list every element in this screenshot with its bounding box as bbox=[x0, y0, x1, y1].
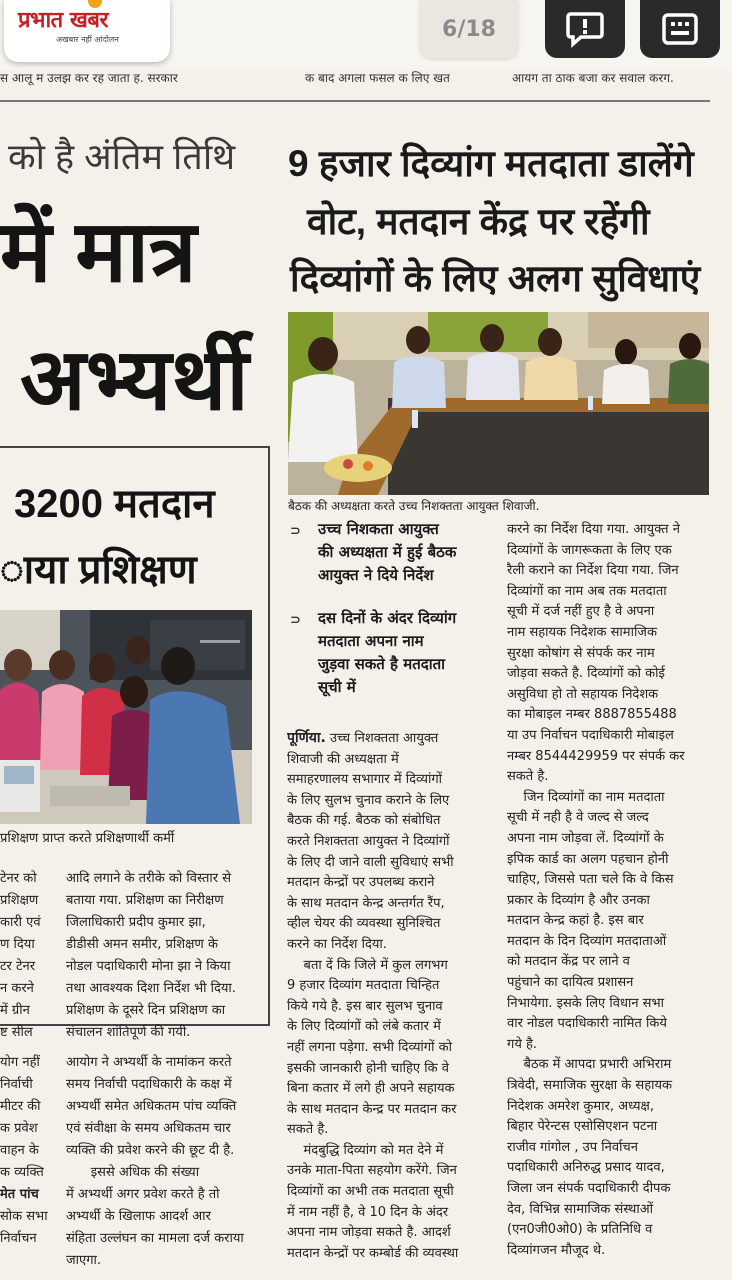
text-line: के लिए दी जाने वाली सुविधाएं सभी bbox=[287, 854, 454, 870]
bullet-marker-icon: ⊃ bbox=[290, 613, 301, 628]
left-article-headline: में मात्र bbox=[0, 204, 197, 300]
text-line: दस दिनों के अंदर दिव्यांग bbox=[318, 609, 457, 627]
text-line: नाम सहायक निदेशक सामाजिक bbox=[507, 624, 657, 640]
text-line: करने का निर्देश दिया गया. आयुक्त ने bbox=[507, 522, 680, 537]
main-headline: 9 हजार दिव्यांग मतदाता डालेंगे bbox=[288, 143, 694, 184]
text-line: उनके माता-पिता सहयोग करेंगे. जिन bbox=[287, 1163, 457, 1179]
text-line: इससे अधिक की संख्या bbox=[66, 1165, 200, 1180]
text-line: बैठक में आपदा प्रभारी अभिराम bbox=[507, 1057, 672, 1073]
text-line: क प्रवेश bbox=[0, 1121, 38, 1136]
left-article-headline-line-2: अभ्यर्थी bbox=[20, 332, 249, 428]
text-line: निदेशक अमरेश कुमार, अध्यक्ष, bbox=[507, 1098, 654, 1114]
text-line: की अध्यक्षता में हुई बैठक bbox=[318, 543, 457, 561]
text-line: जोड़वा सकते है. दिव्यांगों को कोई bbox=[507, 666, 665, 682]
text-line: अपना नाम जोड़वा लें. दिव्यांगों के bbox=[507, 830, 664, 846]
text-line: टर टेनर bbox=[0, 959, 36, 974]
text-line: उच्च निशक्तता आयुक्त bbox=[329, 731, 439, 746]
text-line: मतदान केन्द्रों पर कम्बोर्ड की व्यवस्था bbox=[287, 1245, 459, 1261]
text-line: बैठक की गई. बैठक को संबोधित bbox=[287, 813, 441, 829]
training-photo-caption: प्रशिक्षण प्राप्त करते प्रशिक्षणार्थी कर्मी bbox=[0, 831, 175, 846]
text-line: में नाम नहीं है, वे 10 दिन के अंदर bbox=[287, 1204, 449, 1220]
text-line: पदाधिकारी अनिरुद्ध प्रसाद यादव, bbox=[507, 1160, 665, 1176]
text-line: कारी एवं bbox=[0, 915, 41, 930]
text-line: जिलाधिकारी प्रदीप कुमार झा, bbox=[66, 915, 206, 930]
text-line: मीटर की bbox=[0, 1099, 41, 1114]
meeting-photo[interactable] bbox=[288, 312, 709, 495]
text-line: का मोबाइल नम्बर 8887855488 bbox=[507, 707, 677, 723]
text-line: जिला जन संपर्क पदाधिकारी दीपक bbox=[507, 1181, 671, 1196]
text-line: नहीं लगना पड़ेगा. सभी दिव्यांगों को bbox=[287, 1039, 452, 1055]
text-line: आदि लगाने के तरीके को विस्तार से bbox=[66, 871, 232, 886]
page-edge bbox=[732, 0, 741, 1280]
text-line: 9 हजार दिव्यांग मतदाता चिन्हित bbox=[287, 978, 440, 994]
training-body-col-b bbox=[66, 868, 262, 1044]
text-line: वार नोडल पदाधिकारी नामित किये bbox=[507, 1016, 667, 1032]
text-line: अभ्यर्थी के खिलाफ आदर्श आर bbox=[66, 1209, 211, 1224]
text-line: जिन दिव्यांगों का नाम मतदाता bbox=[507, 789, 665, 805]
text-line: समाहरणालय सभागार में दिव्यांगों bbox=[287, 772, 443, 788]
text-line: सूची में नही है वे जल्द से जल्द bbox=[507, 810, 649, 826]
report-button[interactable] bbox=[545, 0, 625, 58]
text-line: प्रशिक्षण के दूसरे दिन प्रशिक्षण का bbox=[66, 1003, 226, 1018]
text-line: इपिक कार्ड का अलग पहचान होनी bbox=[507, 851, 669, 867]
text-line: बिना कतार में लगे ही अपने सहायक bbox=[287, 1081, 455, 1097]
text-line: योग नहीं bbox=[0, 1055, 40, 1070]
gallery-button[interactable] bbox=[640, 0, 720, 58]
text-line: तथा आवश्यक दिशा निर्देश भी दिया. bbox=[66, 981, 236, 996]
report-icon bbox=[565, 10, 605, 48]
text-line: सोक सभा bbox=[0, 1209, 48, 1224]
text-line: को मतदान केंद्र पर लाने व bbox=[507, 954, 630, 970]
text-line: नोडल पदाधिकारी मोना झा ने किया bbox=[66, 959, 231, 974]
text-line: मतदान केन्द्र कहां है. इस बार bbox=[507, 913, 644, 929]
text-line: मंदबुद्धि दिव्यांग को मत देने में bbox=[287, 1142, 444, 1158]
text-line: निभायेगा. इसके लिए विधान सभा bbox=[507, 995, 664, 1011]
logo-tagline: अखबार नहीं आंदोलन bbox=[56, 35, 119, 44]
text-line: देव, विभिन्न सामाजिक संस्थाओं bbox=[507, 1201, 654, 1217]
text-line: असुविधा हो तो सहायक निदेशक bbox=[507, 686, 659, 702]
training-article-headline-line-2: ाया प्रशिक्षण bbox=[0, 548, 197, 592]
logo-name: प्रभात खबर bbox=[18, 8, 108, 33]
text-line: क व्यक्ति bbox=[0, 1165, 44, 1180]
text-line: अभ्यर्थी समेत अधिकतम पांच व्यक्ति bbox=[66, 1099, 237, 1114]
publication-logo[interactable] bbox=[4, 0, 170, 62]
text-line: व्यक्ति की प्रवेश करने की छूट दी है. bbox=[66, 1143, 235, 1158]
text-line: के साथ मतदान केन्द्र पर मतदान कर bbox=[287, 1101, 457, 1117]
training-article-headline: 3200 मतदान bbox=[14, 482, 215, 526]
text-line: मतदाता अपना नाम bbox=[318, 632, 424, 650]
text-line: निर्वाची bbox=[0, 1077, 33, 1092]
main-headline-line-3: दिव्यांगों के लिए अलग सुविधाएं bbox=[290, 258, 701, 299]
text-line: इसकी जानकारी होनी चाहिए कि वे bbox=[287, 1060, 449, 1076]
main-body-col-2 bbox=[507, 520, 711, 1261]
text-line: व्हील चेयर की व्यवस्था सुनिश्चित bbox=[287, 916, 441, 932]
text-line: के लिए दिव्यांगों को लंबे कतार में bbox=[287, 1019, 441, 1035]
teaser-text-c: आयग ता ठाक बजा कर सवाल करग. bbox=[512, 71, 674, 85]
text-line: पहुंचाने का दायित्व प्रशासन bbox=[507, 975, 634, 991]
text-line: बता दें कि जिले में कुल लगभग bbox=[287, 957, 448, 973]
training-body-col-a bbox=[0, 868, 55, 1044]
text-line: अपना नाम जोड़वा सकते है. आदर्श bbox=[287, 1225, 451, 1241]
app-header bbox=[0, 0, 741, 74]
text-line: मेत पांच bbox=[0, 1187, 39, 1202]
text-line: वाहन के bbox=[0, 1143, 39, 1158]
text-line: (एन0जी0ओ0) के प्रतिनिधि व bbox=[507, 1222, 653, 1238]
text-line: प्रकार के दिव्यांग है और उनका bbox=[507, 892, 650, 908]
text-line: प्रशिक्षण bbox=[0, 893, 39, 908]
text-line: करते निशक्तता आयुक्त ने दिव्यांगों bbox=[287, 833, 450, 849]
text-line: करने का निर्देश दिया. bbox=[287, 936, 387, 952]
text-line: संचालन शांतिपूर्ण की गयी. bbox=[66, 1025, 191, 1040]
text-line: रैली कराने का निर्देश दिया गया. जिन bbox=[507, 563, 679, 579]
text-line: दिव्यांगों का अभी तक मतदाता सूची bbox=[287, 1184, 454, 1200]
teaser-text-a: स आलू म उलझ कर रह जाता ह. सरकार bbox=[0, 71, 178, 85]
nomination-body-col-b bbox=[66, 1052, 276, 1272]
text-line: डीडीसी अमन समीर, प्रशिक्षण के bbox=[66, 937, 218, 952]
text-line: त्रिवेदी, समाजिक सुरक्षा के सहायक bbox=[507, 1078, 672, 1094]
text-line: सूची में bbox=[318, 678, 356, 696]
text-line: सकते है. bbox=[287, 1122, 329, 1138]
training-photo[interactable] bbox=[0, 610, 252, 824]
main-headline-line-2: वोट, मतदान केंद्र पर रहेंगी bbox=[307, 201, 650, 242]
meeting-photo-caption: बैठक की अध्यक्षता करते उच्च निशक्तता आयुक्त शिवाजी. bbox=[288, 499, 540, 513]
text-line: मतदान के दिन दिव्यांग मतदाताओं bbox=[507, 933, 667, 949]
gallery-icon bbox=[661, 12, 699, 46]
meeting-photo-illustration bbox=[288, 312, 709, 495]
text-line: जाएगा. bbox=[66, 1253, 102, 1268]
main-body-col-1 bbox=[287, 728, 493, 1264]
text-line: टेनर को bbox=[0, 871, 37, 886]
text-line: सुरक्षा कोषांग से संपर्क कर नाम bbox=[507, 645, 655, 661]
training-photo-illustration bbox=[0, 610, 252, 824]
text-line: न करने bbox=[0, 981, 34, 996]
text-line: में ग्रीन bbox=[0, 1003, 30, 1018]
text-line: या उप निर्वाचन पदाधिकारी मोबाइल bbox=[507, 727, 674, 743]
dateline: पूर्णिया. bbox=[287, 730, 326, 746]
text-line: आयोग ने अभ्यर्थी के नामांकन करते bbox=[66, 1055, 232, 1070]
text-line: राजीव गांगोल , उप निर्वाचन bbox=[507, 1139, 638, 1155]
text-line: मतदान केन्द्रों पर उपलब्ध कराने bbox=[287, 875, 435, 891]
text-line: बताया गया. प्रशिक्षण का निरीक्षण bbox=[66, 893, 224, 908]
text-line: समय निर्वाची पदाधिकारी के कक्ष में bbox=[66, 1077, 232, 1092]
text-line: ष्ट सील bbox=[0, 1025, 33, 1040]
text-line: जुड़वा सकते है मतदाता bbox=[318, 655, 446, 673]
text-line: सूची में दर्ज नहीं हुए है वे अपना bbox=[507, 604, 655, 620]
text-line: के साथ मतदान केन्द्र अन्तर्गत रैंप, bbox=[287, 895, 445, 911]
text-line: चाहिए, जिससे पता चले कि वे किस bbox=[507, 872, 674, 888]
text-line: दिव्यांगों का नाम अब तक मतदाता bbox=[507, 583, 667, 599]
text-line: बिहार पेरेन्टस एसोसिएशन पटना bbox=[507, 1119, 658, 1135]
text-line: नम्बर 8544429959 पर संपर्क कर bbox=[507, 748, 685, 764]
text-line: संहिता उल्लंघन का मामला दर्ज कराया bbox=[66, 1231, 244, 1246]
bullet-marker-icon: ⊃ bbox=[290, 524, 301, 539]
text-line: ण दिया bbox=[0, 937, 35, 952]
previous-page-strip bbox=[0, 70, 741, 92]
nomination-body-col-a bbox=[0, 1052, 62, 1250]
divider bbox=[0, 100, 710, 102]
left-article-kicker: को है अंतिम तिथि bbox=[8, 136, 236, 177]
text-line: में अभ्यर्थी अगर प्रवेश करते है तो bbox=[66, 1187, 220, 1202]
text-line: उच्च निशकता आयुक्त bbox=[318, 520, 439, 538]
text-line: शिवाजी की अध्यक्षता में bbox=[287, 751, 399, 767]
text-line: एवं संवीक्षा के समय अधिकतम चार bbox=[66, 1121, 231, 1136]
text-line: निर्वाचन bbox=[0, 1231, 37, 1246]
text-line: सकते है. bbox=[507, 769, 549, 785]
text-line: दिव्यांगजन मौजूद थे. bbox=[507, 1242, 606, 1258]
text-line: किये गये है. इस बार सुलभ चुनाव bbox=[287, 998, 443, 1014]
text-line: के लिए सुलभ चुनाव कराने के लिए bbox=[287, 792, 450, 808]
page-counter: 6/18 bbox=[420, 0, 518, 58]
text-line: गये है. bbox=[507, 1036, 538, 1052]
text-line: आयुक्त ने दिये निर्देश bbox=[318, 566, 434, 584]
text-line: दिव्यांगों के जागरूकता के लिए एक bbox=[507, 542, 672, 558]
teaser-text-b: क बाद अगला फसल क लिए खत bbox=[305, 71, 450, 85]
